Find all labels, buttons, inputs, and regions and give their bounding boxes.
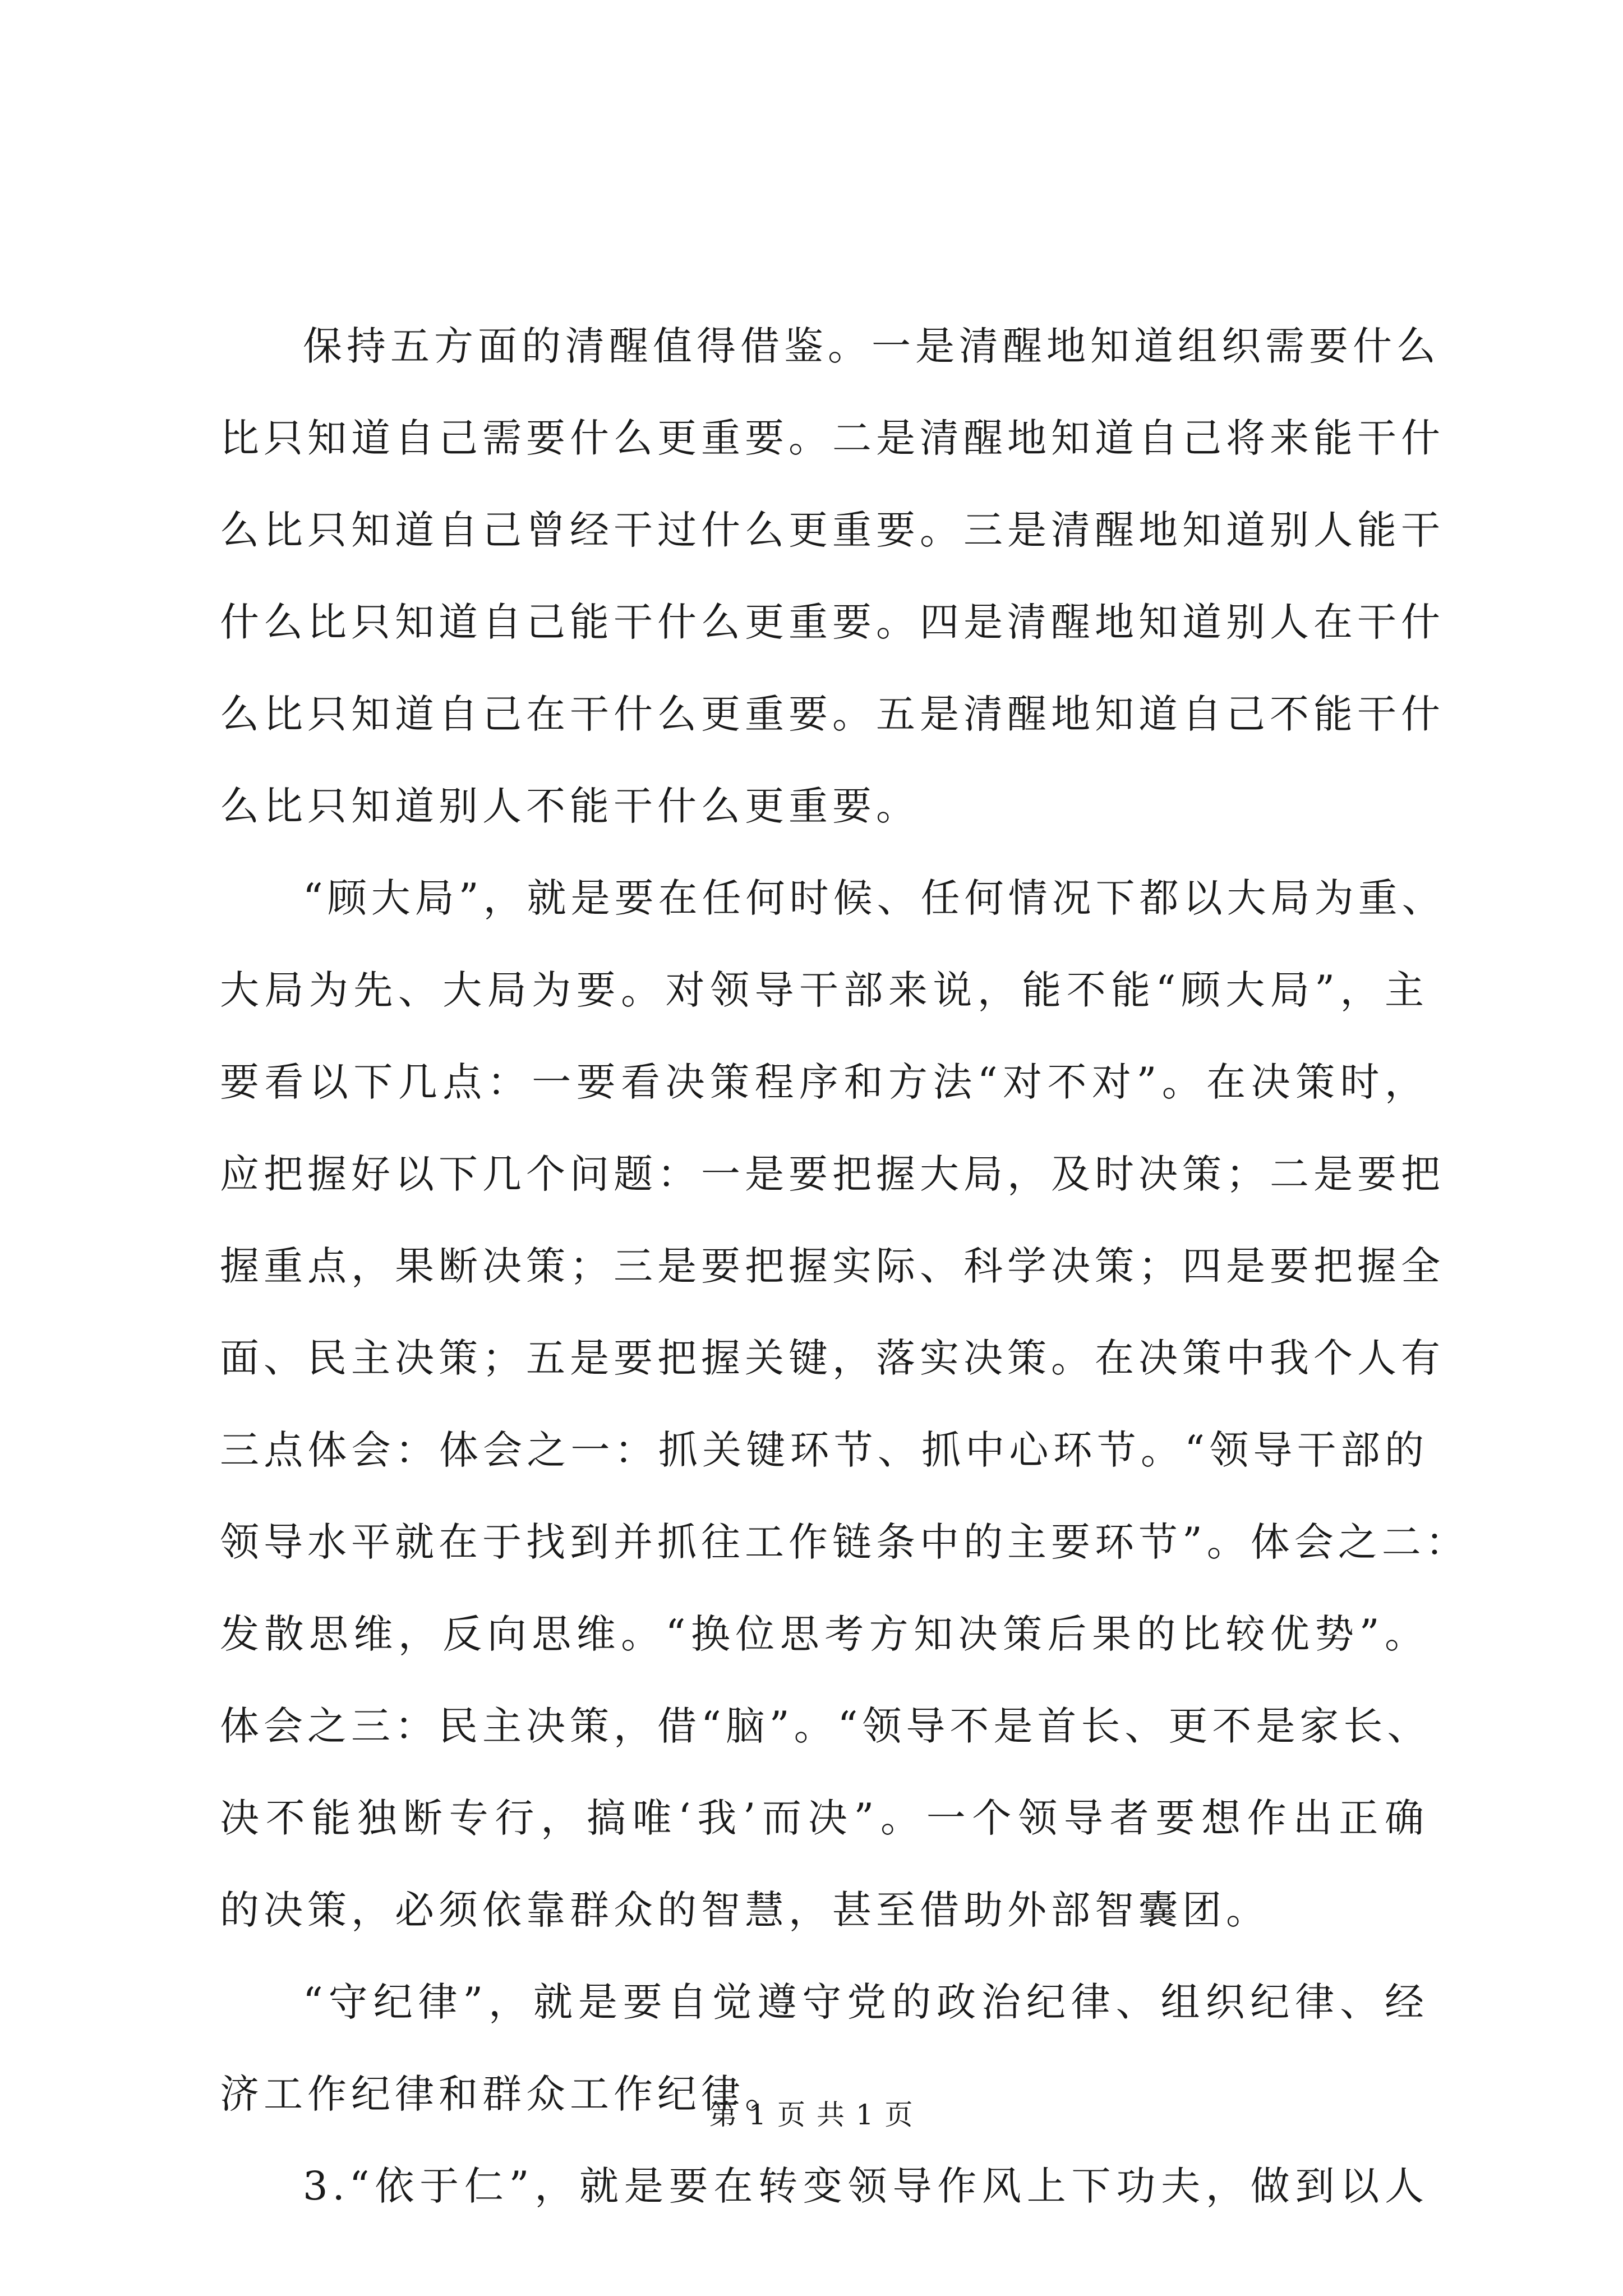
text-line-6: 么比只知道别人不能干什么更重要。	[220, 783, 920, 829]
text-line-16: 体会之三：民主决策，借“脑”。“领导不是首长、更不是家长、	[220, 1703, 1431, 1749]
text-line-11: 握重点，果断决策；三是要把握实际、科学决策；四是要把握全	[220, 1243, 1445, 1289]
text-line-9: 要看以下几点：一要看决策程序和方法“对不对”。在决策时，	[220, 1059, 1428, 1105]
text-line-19: “守纪律”，就是要自觉遵守党的政治纪律、组织纪律、经	[303, 1979, 1428, 2025]
text-line-7: “顾大局”，就是要在任何时候、任何情况下都以大局为重、	[303, 875, 1446, 921]
text-line-14: 领导水平就在于找到并抓往工作链条中的主要环节”。体会之二：	[220, 1519, 1469, 1565]
text-line-21: 3.“依于仁”，就是要在转变领导作风上下功夫，做到以人	[303, 2163, 1428, 2209]
text-line-2: 比只知道自己需要什么更重要。二是清醒地知道自己将来能干什	[220, 415, 1445, 461]
text-line-18: 的决策，必须依靠群众的智慧，甚至借助外部智囊团。	[220, 1887, 1270, 1933]
text-line-4: 什么比只知道自己能干什么更重要。四是清醒地知道别人在干什	[220, 599, 1445, 645]
text-line-17: 决不能独断专行，搞唯‘我’而决”。一个领导者要想作出正确	[220, 1795, 1428, 1841]
text-line-20: 济工作纪律和群众工作纪律。	[220, 2071, 789, 2117]
text-line-3: 么比只知道自己曾经干过什么更重要。三是清醒地知道别人能干	[220, 507, 1445, 553]
document-body	[220, 300, 1469, 2232]
page-number-footer: 第 1 页 共 1 页	[709, 2099, 914, 2131]
text-line-15: 发散思维，反向思维。“换位思考方知决策后果的比较优势”。	[220, 1611, 1428, 1657]
text-line-10: 应把握好以下几个问题：一是要把握大局，及时决策；二是要把	[220, 1151, 1445, 1197]
text-line-5: 么比只知道自己在干什么更重要。五是清醒地知道自己不能干什	[220, 691, 1445, 737]
text-line-8: 大局为先、大局为要。对领导干部来说，能不能“顾大局”，主	[220, 967, 1428, 1013]
text-line-13: 三点体会：体会之一：抓关键环节、抓中心环节。“领导干部的	[220, 1427, 1428, 1473]
text-line-1: 保持五方面的清醒值得借鉴。一是清醒地知道组织需要什么	[303, 323, 1440, 369]
text-line-12: 面、民主决策；五是要把握关键，落实决策。在决策中我个人有	[220, 1335, 1445, 1381]
